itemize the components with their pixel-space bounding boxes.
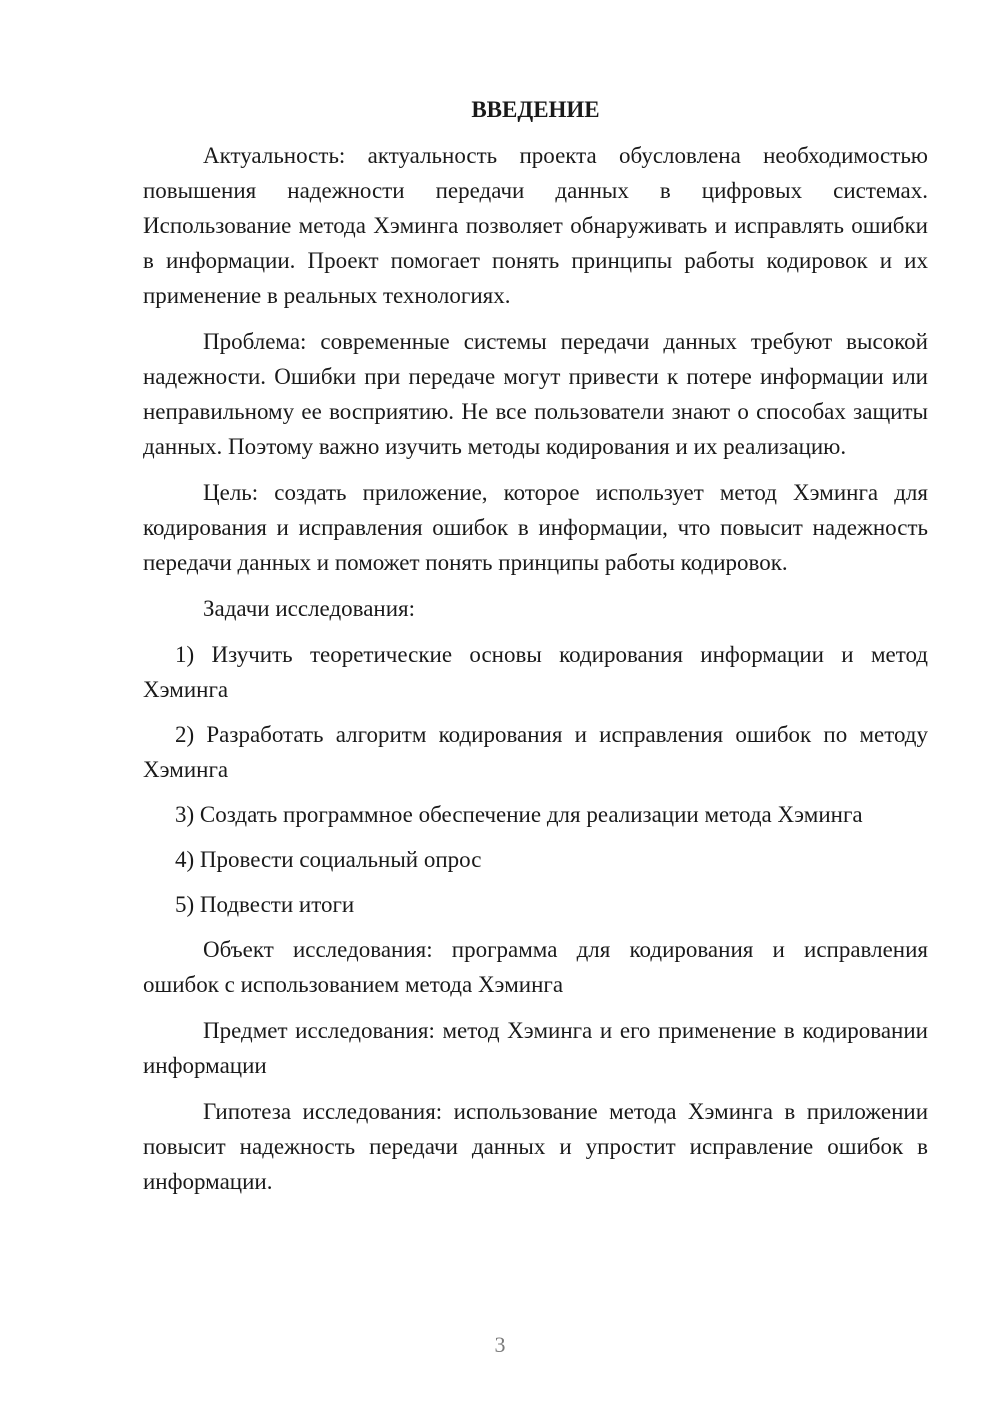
task-item: 4) Провести социальный опрос bbox=[175, 847, 482, 872]
task-item: 3) Создать программное обеспечение для реализации метода Хэминга bbox=[175, 802, 863, 827]
paragraph-subject: Предмет исследования: метод Хэминга и его применение в кодировании информации bbox=[143, 1018, 928, 1078]
task-item: 1) Изучить теоретические основы кодирования информации и метод Хэминга bbox=[143, 642, 928, 702]
tasks-heading: Задачи исследования: bbox=[203, 596, 416, 621]
paragraph-hypothesis: Гипотеза исследования: использование метода Хэминга в приложении повысит надежность передачи данных и упростит исправление ошибок в информации. bbox=[143, 1099, 928, 1194]
task-item: 5) Подвести итоги bbox=[175, 892, 355, 917]
page-title: ВВЕДЕНИЕ bbox=[471, 97, 600, 122]
paragraph-relevance: Актуальность: актуальность проекта обусловлена необходимостью повышения надежности передачи данных в цифровых системах. Использование метода Хэминга позволяет обнаруживать и исправлять ошибки в информации. Проект помогает понять принципы работы кодировок и их применение в реальных технологиях. bbox=[143, 143, 928, 308]
paragraph-object: Объект исследования: программа для кодирования и исправления ошибок с использованием метода Хэминга bbox=[143, 937, 928, 997]
page-number: 3 bbox=[494, 1332, 506, 1357]
paragraph-problem: Проблема: современные системы передачи данных требуют высокой надежности. Ошибки при передаче могут привести к потере информации или неправильному ее восприятию. Не все пользователи знают о способах защиты данных. Поэтому важно изучить методы кодирования и их реализацию. bbox=[143, 329, 928, 459]
task-item: 2) Разработать алгоритм кодирования и исправления ошибок по методу Хэминга bbox=[143, 722, 928, 782]
document-page bbox=[143, 92, 928, 1210]
paragraph-goal: Цель: создать приложение, которое использует метод Хэминга для кодирования и исправления ошибок в информации, что повысит надежность передачи данных и поможет понять принципы работы кодировок. bbox=[143, 480, 928, 575]
